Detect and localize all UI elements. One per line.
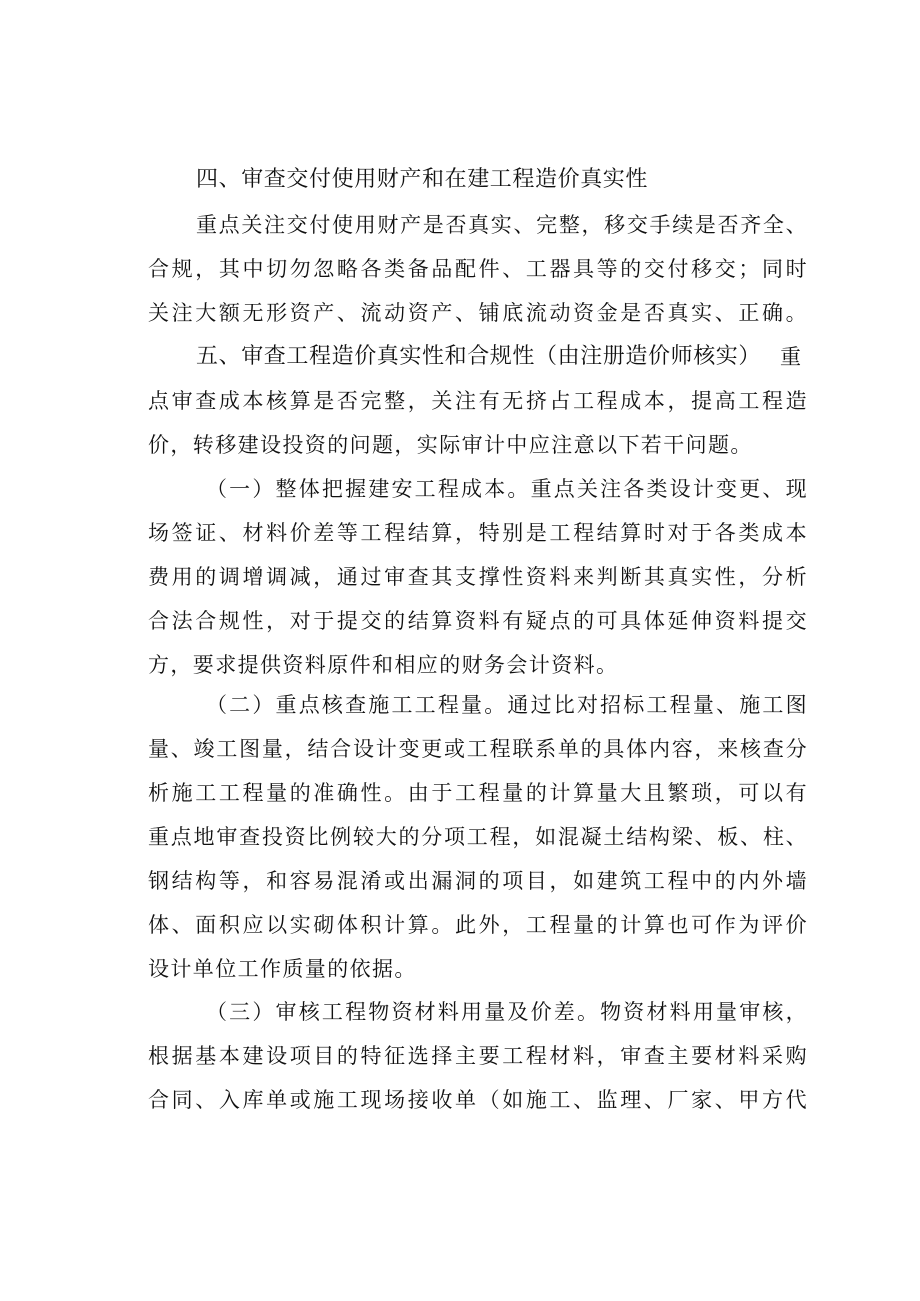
section-4-line-2: 合规，其中切勿忽略各类备品配件、工器具等的交付移交；同时 [148,257,808,281]
item-3-line-1: （三）审核工程物资材料用量及价差。物资材料用量审核， [206,1000,808,1024]
item-1-line-2: 场签证、材料价差等工程结算，特别是工程结算时对于各类成本 [148,521,808,545]
section-5-heading: 五、审查工程造价真实性和合规性（由注册造价师核实） [196,344,762,369]
item-2-line-4: 重点地审查投资比例较大的分项工程，如混凝土结构梁、板、柱、 [148,825,808,849]
item-2-line-6: 体、面积应以实砌体积计算。此外，工程量的计算也可作为评价 [148,913,808,937]
item-3-line-3: 合同、入库单或施工现场接收单（如施工、监理、厂家、甲方代 [148,1088,808,1112]
item-1-line-1: （一）整体把握建安工程成本。重点关注各类设计变更、现 [206,477,808,501]
item-2-line-1: （二）重点核查施工工程量。通过比对招标工程量、施工图 [206,693,808,717]
section-5-heading-tail: 重 [780,345,801,369]
item-2-line-5: 钢结构等，和容易混淆或出漏洞的项目，如建筑工程中的内外墙 [148,869,808,893]
item-2-line-7: 设计单位工作质量的依据。 [148,957,417,981]
section-4-line-1: 重点关注交付使用财产是否真实、完整，移交手续是否齐全、 [196,213,808,237]
item-3-line-2: 根据基本建设项目的特征选择主要工程材料，审查主要材料采购 [148,1044,808,1068]
section-5-line-1: 点审查成本核算是否完整，关注有无挤占工程成本，提高工程造 [148,389,808,413]
section-5-line-2: 价，转移建设投资的问题，实际审计中应注意以下若干问题。 [148,433,753,457]
item-1-line-4: 合法合规性，对于提交的结算资料有疑点的可具体延伸资料提交 [148,609,808,633]
section-4-heading: 四、审查交付使用财产和在建工程造价真实性 [196,167,649,192]
item-1-line-3: 费用的调增调减，通过审查其支撑性资料来判断其真实性，分析 [148,565,808,589]
section-4-line-3: 关注大额无形资产、流动资产、铺底流动资金是否真实、正确。 [148,301,808,325]
item-1-line-5: 方，要求提供资料原件和相应的财务会计资料。 [148,653,619,677]
item-2-line-3: 析施工工程量的准确性。由于工程量的计算量大且繁琐，可以有 [148,781,808,805]
item-2-line-2: 量、竣工图量，结合设计变更或工程联系单的具体内容，来核查分 [148,737,808,761]
